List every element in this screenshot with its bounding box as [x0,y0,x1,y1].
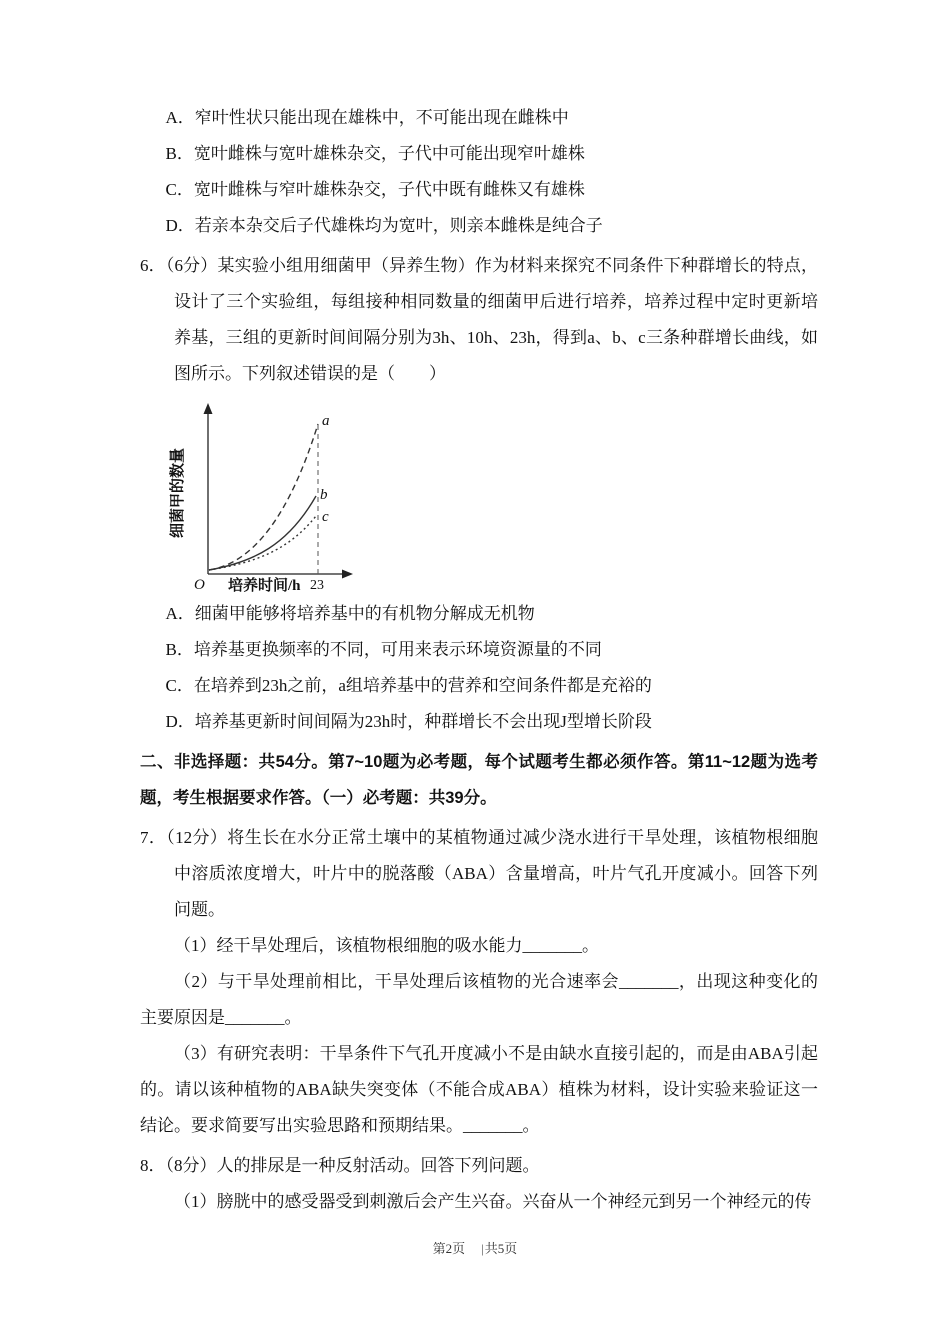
footer-total-pages: 共5页 [484,1241,518,1256]
q5-option-d: D．若亲本杂交后子代雄株均为宽叶，则亲本雌株是纯合子 [165,216,603,235]
q5-option-a: A．窄叶性状只能出现在雄株中，不可能出现在雌株中 [165,108,569,127]
x-axis-label: 培养时间/h [228,578,301,594]
footer-separator: | [481,1241,484,1256]
q6-option-b: B．培养基更换频率的不同，可用来表示环境资源量的不同 [165,640,602,659]
q6-option-a: A．细菌甲能够将培养基中的有机物分解成无机物 [165,604,535,623]
q5-option-b: B．宽叶雌株与宽叶雄株杂交，子代中可能出现窄叶雄株 [165,144,585,163]
q7-sub2: （2）与干旱处理前相比，干旱处理后该植物的光合速率会_______，出现这种变化的主要原因是_______。 [140,972,818,1027]
x-axis-arrow-icon [342,570,353,579]
y-axis-label: 细菌甲的数量 [170,447,186,539]
q5-option-c: C．宽叶雌株与窄叶雄株杂交，子代中既有雌株又有雄株 [165,180,585,199]
page-content [140,100,818,1220]
origin-label: O [194,577,205,593]
q8-stem: 8．（8分）人的排尿是一种反射活动。回答下列问题。 [140,1156,540,1175]
q8-sub1: （1）膀胱中的感受器受到刺激后会产生兴奋。兴奋从一个神经元到另一个神经元的传 [174,1192,812,1211]
q6-figure [166,398,818,594]
q6-option-d: D．培养基更新时间间隔为23h时，种群增长不会出现J型增长阶段 [165,712,652,731]
question6 [140,248,818,740]
question5-options [140,100,818,244]
curve-c [209,516,316,570]
q7-stem: 7．（12分）将生长在水分正常土壤中的某植物通过减少浇水进行干旱处理，该植物根细胞中溶质浓度增大，叶片中的脱落酸（ABA）含量增高，叶片气孔开度减小。回答下列问题。 [140,828,818,919]
question7 [140,820,818,1144]
curve-b-label: b [320,487,328,503]
section2-header: 二、非选择题：共54分。第7~10题为必考题，每个试题考生都必须作答。第11~12题为选考题，考生根据要求作答。（一）必考题：共39分。 [140,753,818,807]
page-footer [0,1238,950,1257]
q6-option-c: C．在培养到23h之前，a组培养基中的营养和空间条件都是充裕的 [165,676,652,695]
curve-a-label: a [322,413,330,429]
q6-stem: 6．（6分）某实验小组用细菌甲（异养生物）作为材料来探究不同条件下种群增长的特点，设计了三个实验组，每组接种相同数量的细菌甲后进行培养，培养过程中定时更新培养基，三组的更新时间间隔分别为3h、10h、23h，得到a、b、c三条种群增长曲线，如图所示。下列叙述错误的是（ ） [140,256,818,383]
x-tick-23: 23 [310,578,324,593]
curve-a [209,424,318,570]
q6-chart-svg [166,398,361,594]
y-axis-arrow-icon [204,403,213,414]
curve-c-label: c [322,509,329,525]
curve-b [209,496,316,570]
footer-page-number: 第2页 [432,1241,466,1256]
q7-sub3: （3）有研究表明：干旱条件下气孔开度减小不是由缺水直接引起的，而是由ABA引起的。请以该种植物的ABA缺失突变体（不能合成ABA）植株为材料，设计实验来验证这一结论。要求简要写出实验思路和预期结果。_______。 [140,1044,818,1135]
question8 [140,1148,818,1220]
q7-sub1: （1）经干旱处理后，该植物根细胞的吸水能力_______。 [174,936,599,955]
